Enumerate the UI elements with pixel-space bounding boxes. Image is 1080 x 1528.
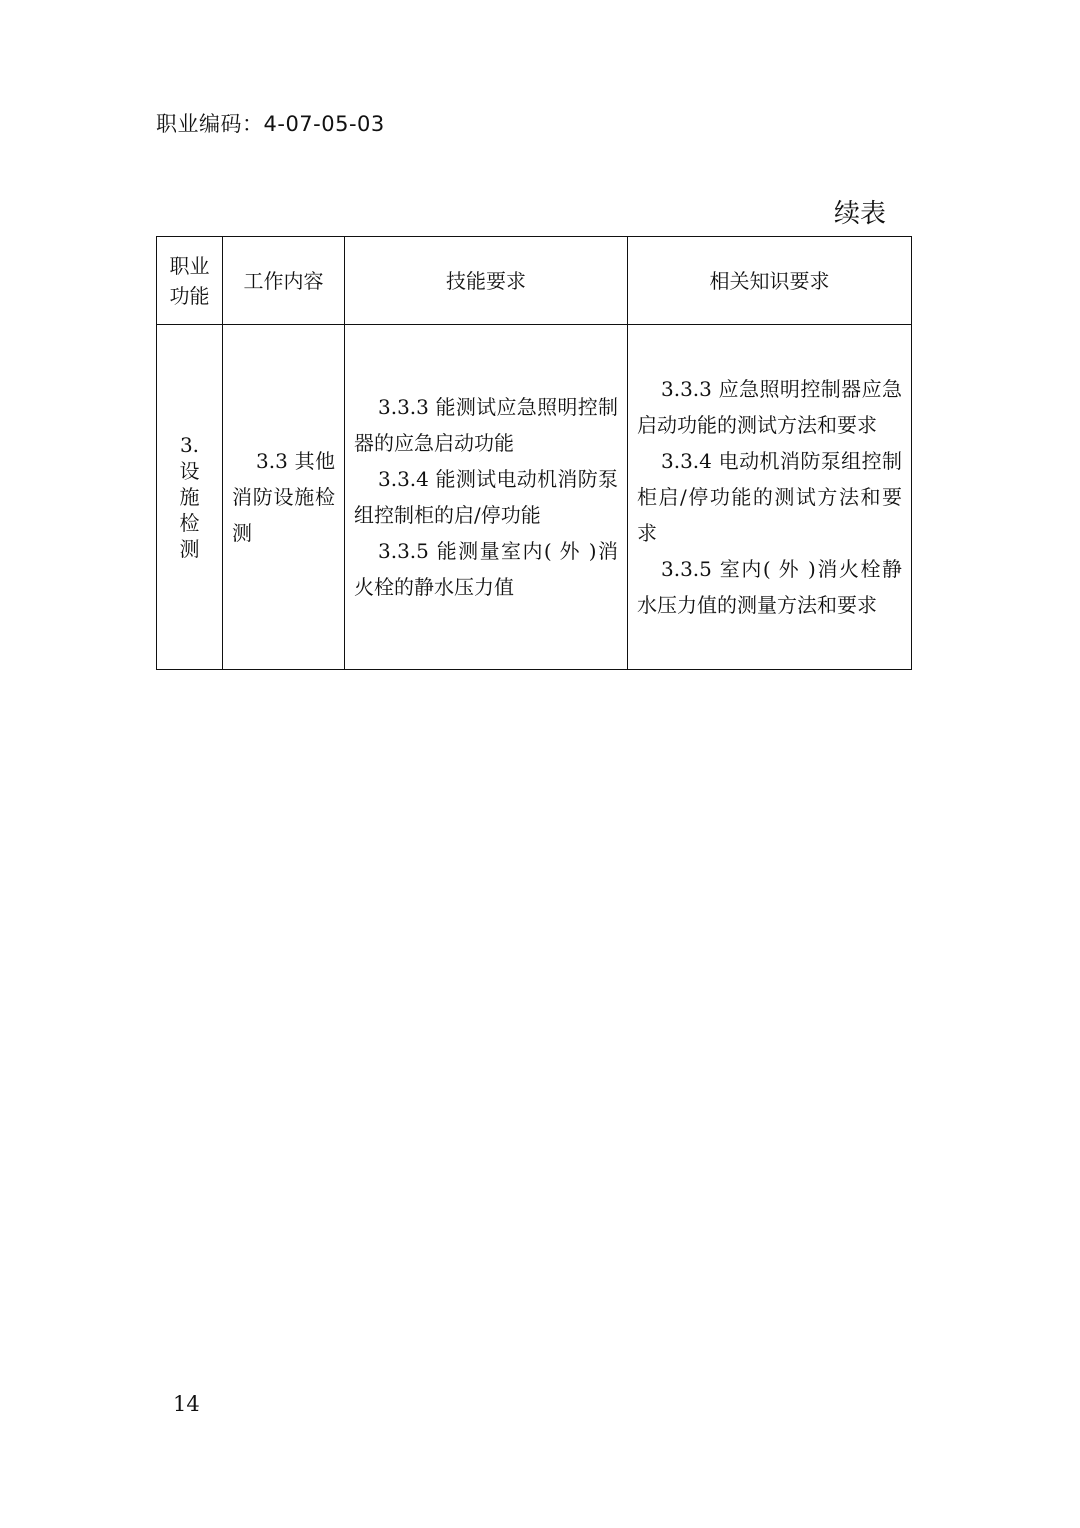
work-content-cell xyxy=(223,325,345,670)
knowledge-cell xyxy=(628,325,912,670)
page-number: 14 xyxy=(173,1392,200,1416)
work-content-text: 3.3 其他消防设施检测 xyxy=(232,449,335,545)
header-skill-requirements: 技能要求 xyxy=(345,237,628,325)
function-cell xyxy=(157,325,223,670)
knowledge-item: 3.3.3 应急照明控制器应急启动功能的测试方法和要求 xyxy=(637,377,902,437)
function-char: 测 xyxy=(179,537,200,561)
header-occupation-function xyxy=(157,237,223,325)
header-function-line2: 功能 xyxy=(169,283,210,308)
skills-cell xyxy=(345,325,628,670)
header-work-content: 工作内容 xyxy=(223,237,345,325)
skill-standard-table xyxy=(156,236,912,670)
knowledge-item: 3.3.4 电动机消防泵组控制柜启/停功能的测试方法和要求 xyxy=(637,449,902,545)
table-header-row xyxy=(157,237,912,325)
skill-item: 3.3.3 能测试应急照明控制器的应急启动功能 xyxy=(354,395,618,455)
function-number: 3. xyxy=(179,433,200,457)
occupation-code: 职业编码：4-07-05-03 xyxy=(156,112,385,136)
table-row xyxy=(157,325,912,670)
header-knowledge-requirements: 相关知识要求 xyxy=(628,237,912,325)
function-char: 检 xyxy=(179,511,200,535)
header-function-line1: 职业 xyxy=(169,253,210,278)
continuation-label: 续表 xyxy=(833,199,886,229)
skill-item: 3.3.4 能测试电动机消防泵组控制柜的启/停功能 xyxy=(354,467,618,527)
function-char: 施 xyxy=(179,485,200,509)
knowledge-item: 3.3.5 室内( 外 )消火栓静水压力值的测量方法和要求 xyxy=(637,557,902,617)
function-char: 设 xyxy=(179,459,200,483)
skill-item: 3.3.5 能测量室内( 外 )消火栓的静水压力值 xyxy=(354,539,618,599)
